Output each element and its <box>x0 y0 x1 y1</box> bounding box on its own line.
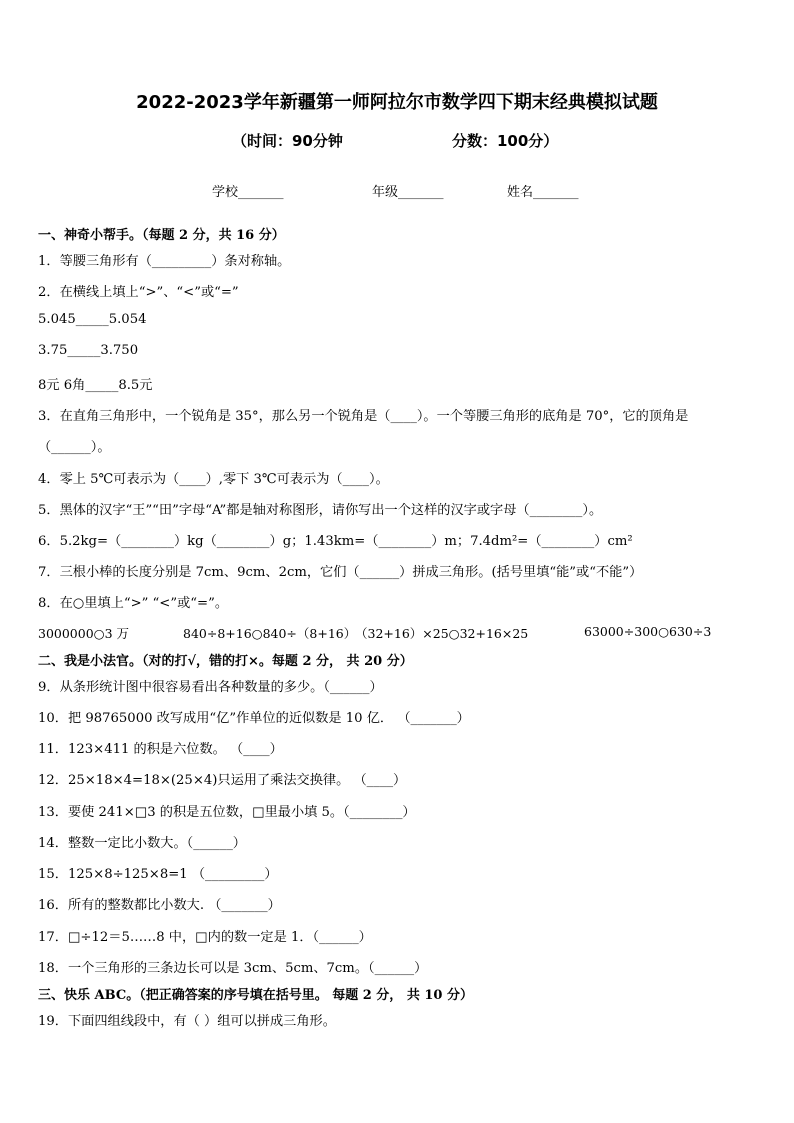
grade-field: 年级_______ <box>372 185 444 200</box>
question-9: 9．从条形统计图中很容易看出各种数量的多少。（______） <box>38 680 383 695</box>
question-8-item-a: 3000000○3 万 <box>38 626 130 641</box>
section2-heading: 二、我是小法官。（对的打√，错的打×。每题 2 分， 共 20 分） <box>38 654 413 669</box>
question-8: 8．在○里填上“>” “<”或“=”。 <box>38 596 229 611</box>
question-2-item-c: 8元 6角_____8.5元 <box>38 378 153 393</box>
question-2: 2．在横线上填上“>”、“<”或“=” <box>38 285 239 300</box>
question-16: 16．所有的整数都比小数大. （_______） <box>38 898 281 913</box>
question-11: 11．123×411 的积是六位数。 （____） <box>38 742 283 757</box>
question-18: 18．一个三角形的三条边长可以是 3cm、5cm、7cm。（______） <box>38 961 428 976</box>
question-12: 12．25×18×4=18×(25×4)只运用了乘法交换律。 （____） <box>38 773 407 788</box>
question-13: 13．要使 241×□3 的积是五位数，□里最小填 5。（________） <box>38 805 416 820</box>
question-6: 6．5.2kg=（________）kg（________）g；1.43km=（________）m；7.4dm²=（________）cm² <box>38 534 633 549</box>
question-5: 5．黑体的汉字“王”“田”字母“A”都是轴对称图形，请你写出一个这样的汉字或字母（________）。 <box>38 503 603 518</box>
question-2-item-a: 5.045_____5.054 <box>38 312 147 327</box>
question-19: 19．下面四组线段中，有（ ）组可以拼成三角形。 <box>38 1014 336 1029</box>
question-8-item-c: （32+16）×25○32+16×25 <box>355 626 529 641</box>
question-3-line-2: （______）。 <box>38 440 111 455</box>
section3-heading: 三、快乐 ABC。（把正确答案的序号填在括号里。 每题 2 分， 共 10 分） <box>38 988 473 1003</box>
question-17: 17．□÷12＝5……8 中，□内的数一定是 1．（______） <box>38 930 372 945</box>
question-2-item-b: 3.75_____3.750 <box>38 343 139 358</box>
page-title: 2022-2023学年新疆第一师阿拉尔市数学四下期末经典模拟试题 <box>136 92 658 113</box>
question-14: 14．整数一定比小数大。（______） <box>38 836 246 851</box>
question-1: 1．等腰三角形有（_________）条对称轴。 <box>38 254 291 269</box>
question-3-line-1: 3．在直角三角形中，一个锐角是 35°，那么另一个锐角是（____）。一个等腰三角形的底角是 70°，它的顶角是 <box>38 409 689 424</box>
question-10: 10．把 98765000 改写成用“亿”作单位的近似数是 10 亿． （_______） <box>38 711 470 726</box>
name-field: 姓名_______ <box>507 185 579 200</box>
question-8-item-d: 63000÷300○630÷3 <box>584 624 712 639</box>
question-7: 7．三根小棒的长度分别是 7cm、9cm、2cm，它们（______）拼成三角形。(括号里填“能”或“不能”） <box>38 565 643 580</box>
section1-heading: 一、神奇小帮手。（每题 2 分，共 16 分） <box>38 228 285 243</box>
question-4: 4．零上 5℃可表示为（____）,零下 3℃可表示为（____）。 <box>38 472 389 487</box>
question-8-item-b: 840÷8+16○840÷（8+16） <box>183 626 357 641</box>
exam-time: （时间：90分钟 <box>232 132 343 150</box>
exam-score: 分数：100分） <box>452 132 559 150</box>
question-15: 15．125×8÷125×8=1 （_________） <box>38 867 278 882</box>
school-field: 学校_______ <box>212 185 284 200</box>
